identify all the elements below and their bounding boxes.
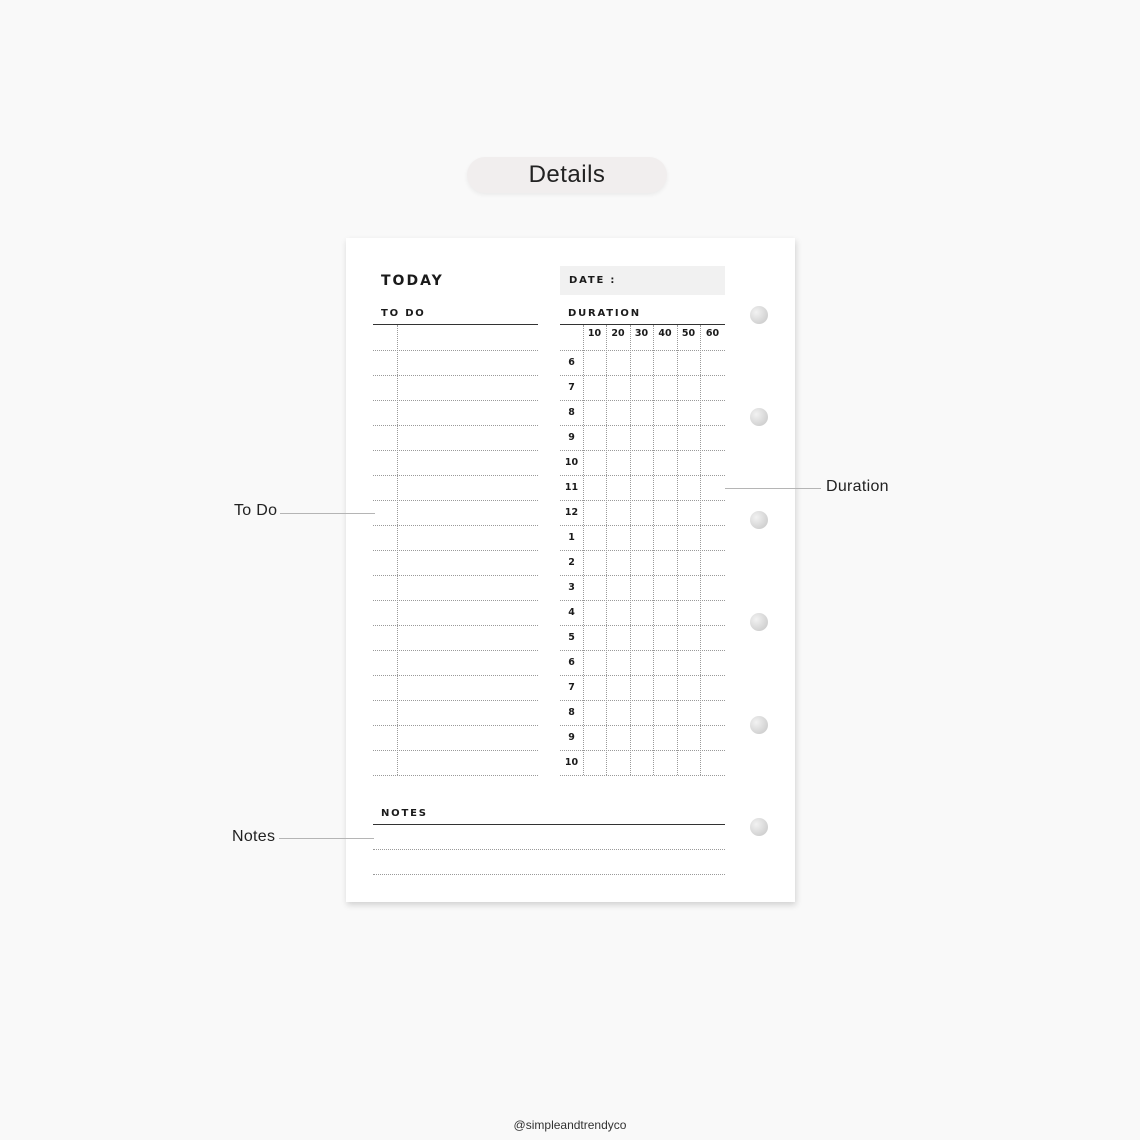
hour-label: 6 — [568, 357, 575, 368]
duration-row-line — [560, 750, 725, 751]
duration-row-line — [560, 700, 725, 701]
duration-row-line — [560, 475, 725, 476]
footer-handle: @simpleandtrendyco — [513, 1118, 627, 1132]
duration-row-line — [560, 625, 725, 626]
hour-label: 11 — [564, 482, 579, 493]
duration-row-line — [560, 725, 725, 726]
hour-label: 10 — [564, 457, 579, 468]
hour-label: 7 — [568, 682, 575, 693]
binder-hole — [750, 818, 768, 836]
notes-callout: Notes — [232, 828, 276, 845]
todo-row-line — [373, 550, 538, 551]
hour-label: 4 — [568, 607, 575, 618]
duration-callout-line — [725, 488, 821, 489]
duration-row-line — [560, 400, 725, 401]
todo-row-line — [373, 400, 538, 401]
duration-column-header: 30 — [634, 328, 649, 339]
todo-row-line — [373, 750, 538, 751]
todo-heading: TO DO — [381, 308, 426, 319]
duration-row-line — [560, 650, 725, 651]
notes-callout-line — [279, 838, 374, 839]
duration-heading: DURATION — [568, 308, 641, 319]
details-badge — [467, 157, 667, 193]
notes-heading-rule — [373, 824, 725, 825]
binder-hole — [750, 408, 768, 426]
todo-callout: To Do — [234, 502, 278, 519]
duration-row-line — [560, 500, 725, 501]
todo-row-line — [373, 775, 538, 776]
notes-heading: NOTES — [381, 808, 428, 819]
duration-column-header: 60 — [705, 328, 720, 339]
hour-label: 8 — [568, 407, 575, 418]
hour-label: 2 — [568, 557, 575, 568]
todo-row-line — [373, 725, 538, 726]
hour-label: 8 — [568, 707, 575, 718]
hour-label: 9 — [568, 732, 575, 743]
duration-row-line — [560, 450, 725, 451]
notes-line — [373, 849, 725, 850]
binder-hole — [750, 613, 768, 631]
planner-page — [346, 238, 795, 902]
hour-label: 3 — [568, 582, 575, 593]
hour-label: 5 — [568, 632, 575, 643]
planner-title: TODAY — [381, 273, 444, 289]
hour-label: 7 — [568, 382, 575, 393]
duration-row-line — [560, 550, 725, 551]
binder-hole — [750, 306, 768, 324]
duration-column-header: 40 — [658, 328, 672, 339]
duration-row-line — [560, 575, 725, 576]
hour-label: 6 — [568, 657, 575, 668]
hour-label: 12 — [564, 507, 579, 518]
details-badge-title: Details — [528, 161, 606, 188]
date-field — [560, 266, 725, 295]
hour-label: 1 — [568, 532, 575, 543]
todo-row-line — [373, 350, 538, 351]
todo-row-line — [373, 425, 538, 426]
todo-row-line — [373, 700, 538, 701]
binder-hole — [750, 511, 768, 529]
duration-row-line — [560, 425, 725, 426]
binder-hole — [750, 716, 768, 734]
duration-callout: Duration — [826, 478, 889, 495]
duration-column-header: 10 — [587, 328, 602, 339]
hour-label: 10 — [564, 757, 579, 768]
duration-row-line — [560, 350, 725, 351]
todo-row-line — [373, 525, 538, 526]
duration-column-header: 20 — [611, 328, 625, 339]
duration-row-line — [560, 525, 725, 526]
todo-row-line — [373, 475, 538, 476]
todo-row-line — [373, 500, 538, 501]
duration-column-header: 50 — [681, 328, 696, 339]
todo-row-line — [373, 375, 538, 376]
todo-row-line — [373, 625, 538, 626]
todo-callout-line — [280, 513, 375, 514]
todo-row-line — [373, 650, 538, 651]
hour-label: 9 — [568, 432, 575, 443]
todo-row-line — [373, 600, 538, 601]
duration-row-line — [560, 375, 725, 376]
todo-row-line — [373, 675, 538, 676]
notes-line — [373, 874, 725, 875]
duration-row-line — [560, 600, 725, 601]
duration-row-line — [560, 675, 725, 676]
duration-row-line — [560, 775, 725, 776]
todo-row-line — [373, 450, 538, 451]
todo-row-line — [373, 575, 538, 576]
date-label: DATE : — [569, 275, 617, 286]
